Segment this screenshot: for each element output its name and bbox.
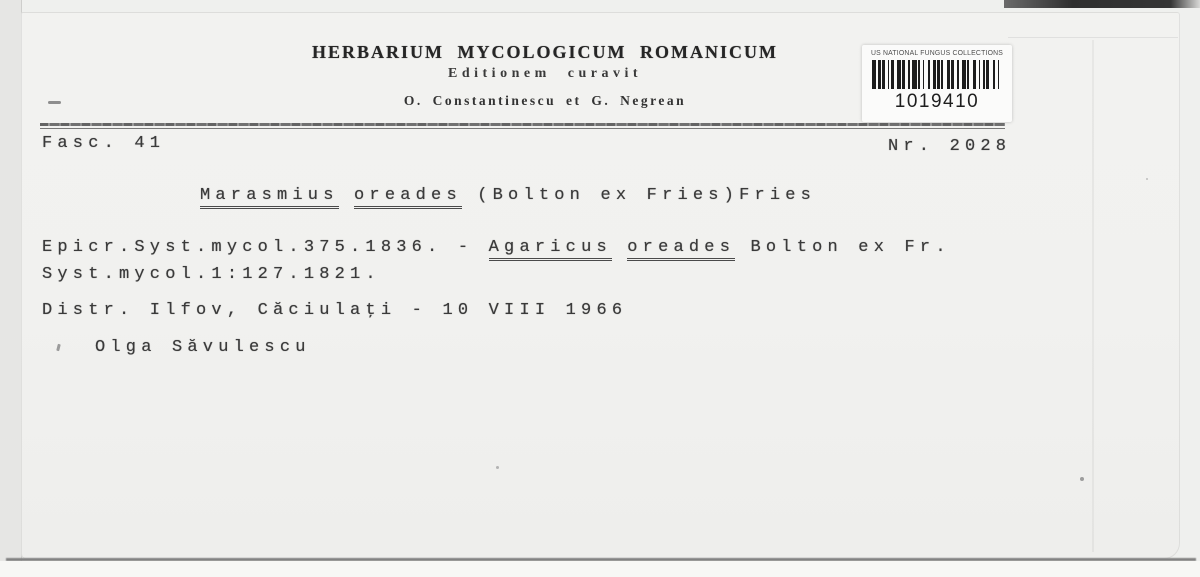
paper-speck <box>1146 178 1148 180</box>
barcode-icon <box>862 60 1012 89</box>
specimen-number: Nr. 2028 <box>888 137 1012 156</box>
fascicle-number: Fasc. 41 <box>42 134 166 153</box>
header-rule-top <box>40 123 1005 126</box>
distribution-line: Distr. Ilfov, Căciulaţi - 10 VIII 1966 <box>42 301 628 320</box>
scan-below-edge <box>0 561 1200 577</box>
synonymy-line-2: Syst.mycol.1:127.1821. <box>42 265 381 284</box>
header-rule-bottom <box>40 128 1005 129</box>
herbarium-editors: O. Constantinescu et G. Negrean <box>403 93 687 108</box>
herbarium-title: HERBARIUM MYCOLOGICUM ROMANICUM <box>312 42 778 62</box>
stray-pencil-dash <box>48 101 61 104</box>
paper-speck <box>1080 477 1084 481</box>
undersheet-edge-vertical <box>1092 40 1094 552</box>
undersheet-edge-horizontal <box>1008 37 1178 38</box>
paper-speck <box>496 466 499 469</box>
scan-left-edge <box>0 0 22 577</box>
species-name: Marasmius oreades (Bolton ex Fries)Fries <box>200 186 816 205</box>
collector-name: Olga Săvulescu <box>95 338 311 357</box>
synonymy-line-1: Epicr.Syst.mycol.375.1836. - Agaricus oreades Bolton ex Fr. <box>42 238 951 257</box>
scan-top-shadow <box>1004 0 1200 8</box>
barcode-sticker <box>862 45 1012 122</box>
barcode-number: 1019410 <box>894 91 980 112</box>
herbarium-subtitle: Editionem curavit <box>448 66 642 81</box>
barcode-institution-label: US NATIONAL FUNGUS COLLECTIONS <box>870 50 1004 57</box>
